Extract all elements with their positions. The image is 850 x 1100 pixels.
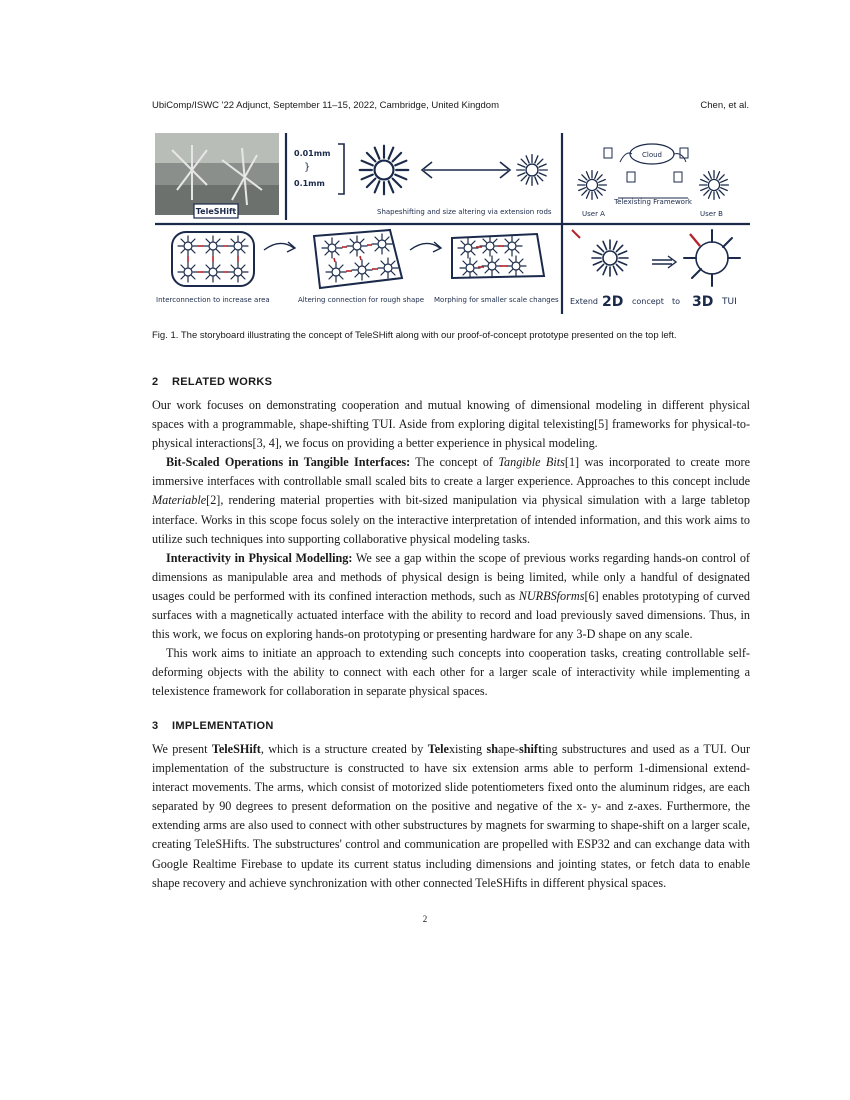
extend-concept: concept xyxy=(632,297,664,306)
implementation-body xyxy=(152,740,750,893)
section-number: 2 xyxy=(152,376,159,388)
interconnection-caption: Interconnection to increase area xyxy=(156,296,270,304)
section-heading-related-works xyxy=(152,376,272,388)
paragraph xyxy=(152,453,750,548)
text-run: The concept of xyxy=(410,455,499,470)
extend-tui: TUI xyxy=(722,297,737,307)
running-header-authors: Chen, et al. xyxy=(700,100,749,111)
run-in-heading: Interactivity in Physical Modelling: xyxy=(166,550,353,565)
emphasis: shift xyxy=(519,742,543,756)
user-a-label: User A xyxy=(582,210,605,218)
text-run: ing substructures and used as a TUI. Our implementation of the substructure is constructed to have six extension arms able to perform 1-dimensional extend-interact movements. The arms, which consist of motorized slide potentiometers fixed onto the aluminum ridges, are each separated by 90 degrees to present deformation on the positive and negative of the x- y- and z-axes. Furthermore, the extending arms are also used to connect with other substructures by magnets for swarming to shape-shift on a larger scale, creating TeleSHifts. The substructures' control and communication are propelled with ESP32 and can exchange data with Google Realtime Firebase to update its current status including dimensions and jointing states, or fetch data to enable shape recovery and achieve synchronization with other connected TeleSHifts in different physical spaces. xyxy=(152,742,751,890)
interconnection-sketch xyxy=(172,232,254,286)
text-run: xisting xyxy=(448,742,487,756)
section-number: 3 xyxy=(152,720,159,732)
run-in-heading: Bit-Scaled Operations in Tangible Interfaces: xyxy=(166,455,411,470)
paragraph: This work aims to initiate an approach to extending such concepts into cooperation tasks, creating controllable self-deforming objects with the ability to connect with each other for a larger scale of interactivity while implementing a telexistence framework for collaboration in separate physical spaces. xyxy=(152,646,750,699)
section-heading-implementation xyxy=(152,720,274,732)
paragraph xyxy=(152,549,750,644)
text-run: [2], rendering material properties with bit-sized manipulation via physical simulation with a large tabletop interface. Works in this scope focus solely on the interactive interpretation of intended information, and this work aims to utilize such techniques into supporting collaborative physical modeling tasks. xyxy=(152,493,750,546)
cloud-label: Cloud xyxy=(642,151,662,159)
text-run: , which is a structure created by xyxy=(260,742,428,756)
emphasis: NURBSforms xyxy=(518,588,585,603)
framework-label: Telexisting Framework xyxy=(614,198,692,206)
text-run: ape- xyxy=(498,742,519,756)
section-title: IMPLEMENTATION xyxy=(172,720,274,732)
storyboard-figure xyxy=(152,130,750,314)
text-run: We see a gap within the scope of previous works regarding hands-on control of dimensions as manipulable area and methods of physical design is being limited, while only a handful of designated usages could be performed with its confined interaction methods, such as xyxy=(152,550,750,603)
extend-3d: 3D xyxy=(692,294,714,310)
extend-prefix: Extend xyxy=(570,297,598,306)
related-works-body xyxy=(152,396,750,702)
emphasis: sh xyxy=(486,742,499,756)
system-name: TeleSHift xyxy=(211,742,261,756)
emphasis: Tangible Bits xyxy=(498,455,565,470)
paragraph: Our work focuses on demonstrating cooperation and mutual knowing of dimensional modeling in different physical spaces with a programmable, shape-shifting TUI. Aside from exploring digital telexisting[5] frameworks for physical-to-physical interactions[3, 4], we focus on providing a better experience in physical modeling. xyxy=(152,398,750,451)
morphing-sketch xyxy=(452,234,544,278)
extend-2d: 2D xyxy=(602,294,624,310)
range-bottom-label: 0.1mm xyxy=(294,179,325,188)
range-top-label: 0.01mm xyxy=(294,149,331,158)
prototype-photo xyxy=(155,133,279,218)
emphasis: Materiable xyxy=(152,493,207,508)
range-mid-label: } xyxy=(304,162,311,173)
altering-caption: Altering connection for rough shape xyxy=(298,296,425,304)
user-b-label: User B xyxy=(700,210,723,218)
page-number: 2 xyxy=(422,914,428,924)
extend-to: to xyxy=(672,297,681,306)
emphasis: Tele xyxy=(427,742,449,756)
text-run: [6] enables prototyping of curved surfaces with a magnetically actuated interface with the ability to record and load previously saved dimensions. Thus, in this work, we focus on exploring hands-on prototyping or presenting hardware for any 3-D shape on any scale. xyxy=(152,588,750,642)
storyboard-sketch xyxy=(152,130,750,314)
section-title: RELATED WORKS xyxy=(172,376,273,388)
figure-caption: Fig. 1. The storyboard illustrating the concept of TeleSHift along with our proof-of-concept prototype presented on the top left. xyxy=(152,330,677,341)
running-header-venue: UbiComp/ISWC '22 Adjunct, September 11–15, 2022, Cambridge, United Kingdom xyxy=(152,100,499,111)
photo-label: TeleSHift xyxy=(195,207,237,216)
text-run: We present xyxy=(152,742,212,756)
morphing-caption: Morphing for smaller scale changes xyxy=(434,296,559,304)
text-run: [1] was incorporated to create more immersive interfaces with controllable small scaled bits to create a larger experience. Approaches to this concept include xyxy=(152,455,750,489)
shapeshift-caption: Shapeshifting and size altering via extension rods xyxy=(377,208,552,216)
altering-sketch xyxy=(314,230,402,288)
paragraph xyxy=(152,740,750,893)
